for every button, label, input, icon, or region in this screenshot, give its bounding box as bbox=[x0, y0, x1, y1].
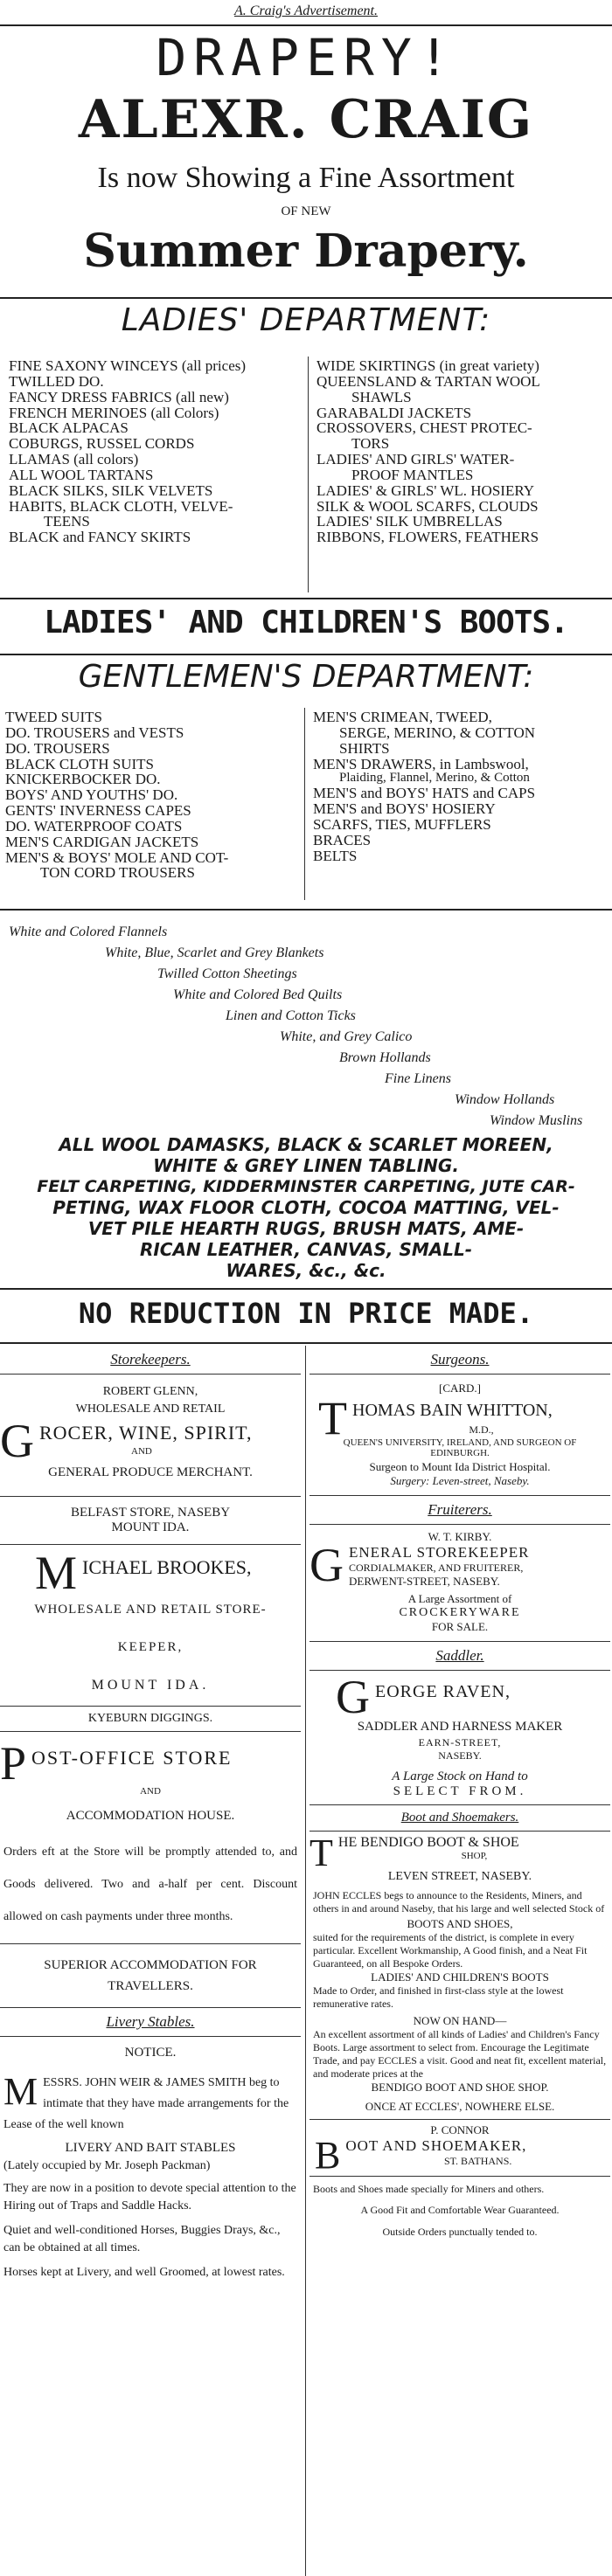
column-divider bbox=[305, 1346, 306, 2576]
list-item: DO. TROUSERS and VESTS bbox=[5, 724, 184, 741]
left-column bbox=[0, 1346, 301, 2282]
boots-banner: LADIES' AND CHILDREN'S BOOTS. bbox=[44, 605, 568, 641]
divider bbox=[0, 1943, 301, 1944]
divider bbox=[309, 1670, 610, 1671]
livery-body-2: Quiet and well-conditioned Horses, Buggies Drays, &c., can be obtained at all times. bbox=[3, 2224, 281, 2254]
kirby-line-3: DERWENT-STREET, NASEBY. bbox=[349, 1575, 500, 1588]
list-item: FINE SAXONY WINCEYS (all prices) bbox=[9, 357, 247, 374]
kirby-line-4: A Large Assortment of bbox=[407, 1592, 512, 1605]
bendigo-shop: SHOP, bbox=[461, 1851, 488, 1861]
list-item: TORS bbox=[351, 435, 390, 453]
surgeons-label: Surgeons. bbox=[430, 1351, 490, 1368]
ladies-left-list bbox=[9, 358, 306, 545]
list-item: MEN'S & BOYS' MOLE AND COT- bbox=[5, 848, 229, 866]
list-item: TWEED SUITS bbox=[5, 709, 102, 725]
divider bbox=[309, 1831, 610, 1832]
boot-label: Boot and Shoemakers. bbox=[400, 1811, 519, 1825]
whitton-surgery: Surgery: Leven-street, Naseby. bbox=[390, 1474, 530, 1487]
divider bbox=[0, 1706, 301, 1707]
connor-name: P. CONNOR bbox=[430, 2123, 490, 2136]
livery-title: LIVERY AND BAIT STABLES bbox=[65, 2141, 236, 2155]
list-item: CROSSOVERS, CHEST PROTEC- bbox=[316, 419, 532, 437]
connor-row bbox=[309, 2137, 610, 2172]
list-item: SCARFS, TIES, MUFFLERS bbox=[313, 815, 491, 833]
drop-cap: G bbox=[336, 1676, 370, 1716]
list-item: BLACK and FANCY SKIRTS bbox=[9, 529, 191, 546]
saddler-label: Saddler. bbox=[435, 1647, 484, 1664]
kirby-line-6: FOR SALE. bbox=[431, 1620, 489, 1633]
glenn-and: AND bbox=[131, 1446, 152, 1457]
carpet-line: FELT CARPETING, KIDDERMINSTER CARPETING, JUTE CAR- bbox=[37, 1177, 575, 1196]
list-item: QUEENSLAND & TARTAN WOOL bbox=[316, 372, 540, 390]
list-item: SHIRTS bbox=[339, 739, 390, 757]
kirby-row bbox=[309, 1544, 610, 1589]
kirby-name: W. T. KIRBY. bbox=[428, 1530, 492, 1543]
drop-cap: G bbox=[309, 1544, 344, 1589]
livery-body: They are now in a position to devote special attention to the Hiring out of Traps and Saddle Hacks. bbox=[3, 2182, 296, 2212]
ladies-divider bbox=[308, 357, 309, 592]
stair-line: White, and Grey Calico bbox=[280, 1029, 413, 1044]
stair-line: White, Blue, Scarlet and Grey Blankets bbox=[105, 945, 324, 960]
drop-cap: T bbox=[318, 1397, 347, 1437]
list-item: DO. TROUSERS bbox=[5, 739, 110, 757]
fruiterers-label: Fruiterers. bbox=[428, 1501, 492, 1518]
weir-block bbox=[0, 2070, 301, 2136]
brookes-place: MOUNT IDA. bbox=[91, 1678, 210, 1693]
divider bbox=[0, 1544, 301, 1545]
carpet-line: RICAN LEATHER, CANVAS, SMALL- bbox=[139, 1239, 473, 1260]
post-title: OST-OFFICE STORE bbox=[31, 1747, 233, 1769]
raven-trade: SADDLER AND HARNESS MAKER bbox=[357, 1720, 563, 1734]
bendigo-body: JOHN ECCLES begs to announce to the Residents, Miners, and others in and around Naseby, that his large and well selected Stock of bbox=[313, 1889, 605, 1915]
drop-cap: M bbox=[3, 2070, 38, 2113]
list-item: TON CORD TROUSERS bbox=[40, 864, 195, 882]
of-new-line: OF NEW bbox=[281, 204, 331, 218]
whitton-row bbox=[309, 1397, 610, 1437]
list-item: MEN'S CRIMEAN, TWEED, bbox=[313, 709, 492, 725]
rule-5 bbox=[0, 1288, 612, 1290]
raven-name: EORGE RAVEN, bbox=[375, 1682, 511, 1701]
whitton-surgeon: Surgeon to Mount Ida District Hospital. bbox=[369, 1460, 551, 1473]
bendigo-boots: BOOTS AND SHOES, bbox=[407, 1917, 513, 1930]
notice: NOTICE. bbox=[124, 2046, 177, 2060]
stair-line: Brown Hollands bbox=[339, 1050, 431, 1065]
drop-cap: B bbox=[315, 2137, 341, 2172]
right-column bbox=[309, 1346, 610, 2239]
post-and: AND bbox=[140, 1786, 161, 1797]
list-item: SERGE, MERINO, & COTTON bbox=[339, 724, 535, 741]
list-item: LADIES' AND GIRLS' WATER- bbox=[316, 451, 515, 468]
rule-3 bbox=[0, 654, 612, 655]
divider bbox=[309, 1524, 610, 1525]
divider bbox=[309, 1495, 610, 1496]
brookes-trade: WHOLESALE AND RETAIL STORE- bbox=[34, 1603, 267, 1617]
list-item: RIBBONS, FLOWERS, FEATHERS bbox=[316, 529, 539, 546]
bendigo-street: LEVEN STREET, NASEBY. bbox=[387, 1870, 532, 1883]
stair-line: Window Hollands bbox=[455, 1092, 555, 1107]
whitton-name: HOMAS BAIN WHITTON, bbox=[352, 1401, 553, 1420]
drop-cap: P bbox=[0, 1742, 27, 1781]
bendigo-once: ONCE AT ECCLES', NOWHERE ELSE. bbox=[365, 2100, 555, 2113]
list-item: SHAWLS bbox=[351, 388, 412, 405]
list-item: FRENCH MERINOES (all Colors) bbox=[9, 404, 219, 421]
gentlemen-divider bbox=[304, 708, 305, 900]
stair-line: White and Colored Flannels bbox=[9, 924, 168, 939]
post-accom: ACCOMMODATION HOUSE. bbox=[66, 1809, 235, 1823]
divider bbox=[309, 1804, 610, 1805]
livery-sub: (Lately occupied by Mr. Joseph Packman) bbox=[3, 2159, 211, 2172]
bendigo-title: HE BENDIGO BOOT & SHOE bbox=[337, 1835, 519, 1850]
list-item: PROOF MANTLES bbox=[351, 466, 474, 483]
list-item: LLAMAS (all colors) bbox=[9, 451, 139, 468]
divider bbox=[309, 2119, 610, 2120]
drop-cap: T bbox=[309, 1835, 333, 1870]
header-rule bbox=[0, 24, 612, 26]
carpet-line: ALL WOOL DAMASKS, BLACK & SCARLET MOREEN, bbox=[59, 1134, 553, 1155]
drop-cap: G bbox=[0, 1420, 34, 1460]
stair-line: Twilled Cotton Sheetings bbox=[157, 966, 297, 981]
divider bbox=[309, 1641, 610, 1642]
bendigo-body-2: suited for the requirements of the district, is complete in every particular. Excellent Workmanship, A Good finish, and a Neat Fit Guaranteed, on all Bespoke Orders. bbox=[313, 1931, 588, 1970]
rule-4 bbox=[0, 909, 612, 911]
connor-title: OOT AND SHOEMAKER, bbox=[345, 2137, 527, 2154]
belfast-line-2: MOUNT IDA. bbox=[111, 1520, 190, 1534]
connor-place: ST. BATHANS. bbox=[443, 2155, 512, 2167]
superior-accom: SUPERIOR ACCOMMODATION FOR TRAVELLERS. bbox=[44, 1958, 257, 1993]
divider bbox=[0, 1731, 301, 1732]
brookes-keeper: KEEPER, bbox=[117, 1640, 184, 1654]
stair-line: Linen and Cotton Ticks bbox=[226, 1008, 356, 1023]
list-item: BLACK CLOTH SUITS bbox=[5, 755, 155, 772]
list-item: TWILLED DO. bbox=[9, 372, 104, 390]
kyeburn: KYEBURN DIGGINGS. bbox=[87, 1712, 213, 1725]
list-item: FANCY DRESS FABRICS (all new) bbox=[9, 388, 229, 405]
carpet-line: PETING, WAX FLOOR CLOTH, COCOA MATTING, VEL- bbox=[52, 1197, 560, 1218]
glenn-general: GENERAL PRODUCE MERCHANT. bbox=[48, 1465, 253, 1479]
list-item: DO. WATERPROOF COATS bbox=[5, 817, 183, 834]
raven-select: SELECT FROM. bbox=[393, 1784, 527, 1798]
glenn-name: ROBERT GLENN, bbox=[102, 1385, 198, 1398]
ladies-right-list bbox=[316, 358, 609, 545]
list-item: Plaiding, Flannel, Merino, & Cotton bbox=[339, 771, 530, 786]
post-office-row bbox=[0, 1742, 301, 1781]
bendigo-row bbox=[309, 1835, 610, 1870]
kirby-line-5: CROCKERYWARE bbox=[399, 1606, 521, 1619]
connor-body-3: Outside Orders punctually tended to. bbox=[382, 2226, 538, 2238]
list-item: BLACK SILKS, SILK VELVETS bbox=[9, 481, 213, 499]
list-item: KNICKERBOCKER DO. bbox=[5, 771, 161, 788]
carpet-line: VET PILE HEARTH RUGS, BRUSH MATS, AME- bbox=[87, 1218, 525, 1239]
brookes-name: ICHAEL BROOKES, bbox=[82, 1556, 252, 1578]
raven-town: NASEBY. bbox=[438, 1749, 482, 1762]
post-body: Orders eft at the Store will be promptly attended to, and Goods delivered. Two and a-half per cent. Discount allowed on cash payments under three months. bbox=[3, 1845, 297, 1923]
bendigo-body-4: An excellent assortment of all kinds of Ladies' and Children's Fancy Boots. Large assortment to select from. Encourage the Legitimate Trade, and pay ECCLES a visit. Good and neat fit, excellent material, and moderate prices at the bbox=[313, 2028, 607, 2080]
drapery-title: DRAPERY! bbox=[156, 28, 456, 87]
list-item: BOYS' AND YOUTHS' DO. bbox=[5, 786, 178, 804]
summer-drapery: Summer Drapery. bbox=[83, 225, 529, 278]
carpet-line: WHITE & GREY LINEN TABLING. bbox=[153, 1155, 459, 1176]
belfast-line-1: BELFAST STORE, NASEBY bbox=[70, 1506, 231, 1520]
stair-line: Window Muslins bbox=[490, 1113, 583, 1128]
ladies-department-title: LADIES' DEPARTMENT: bbox=[121, 302, 491, 338]
list-item: BLACK ALPACAS bbox=[9, 419, 129, 437]
divider bbox=[0, 2007, 301, 2008]
rule-1 bbox=[0, 297, 612, 299]
no-reduction-banner: NO REDUCTION IN PRICE MADE. bbox=[78, 1297, 534, 1330]
kirby-line-1: ENERAL STOREKEEPER bbox=[349, 1544, 530, 1561]
list-item: LADIES' & GIRLS' WL. HOSIERY bbox=[316, 481, 535, 499]
glenn-sub: WHOLESALE AND RETAIL bbox=[75, 1402, 226, 1416]
gentlemen-department-title: GENTLEMEN'S DEPARTMENT: bbox=[78, 659, 534, 695]
raven-row bbox=[309, 1676, 610, 1716]
storekeepers-label: Storekeepers. bbox=[110, 1351, 191, 1368]
list-item: WIDE SKIRTINGS (in great variety) bbox=[316, 357, 539, 374]
bendigo-shopname: BENDIGO BOOT AND SHOE SHOP. bbox=[371, 2081, 549, 2094]
list-item: BRACES bbox=[313, 831, 372, 848]
showing-line: Is now Showing a Fine Assortment bbox=[97, 162, 515, 194]
divider bbox=[0, 2036, 301, 2037]
connor-body-2: A Good Fit and Comfortable Wear Guaranteed. bbox=[360, 2204, 560, 2216]
bendigo-ladies: LADIES' AND CHILDREN'S BOOTS bbox=[371, 1970, 549, 1984]
list-item: BELTS bbox=[313, 847, 358, 864]
divider bbox=[309, 2176, 610, 2177]
livery-label: Livery Stables. bbox=[106, 2013, 195, 2030]
list-item: TEENS bbox=[44, 513, 90, 530]
list-item: HABITS, BLACK CLOTH, VELVE- bbox=[9, 497, 233, 515]
list-item: COBURGS, RUSSEL CORDS bbox=[9, 435, 195, 453]
divider bbox=[0, 1374, 301, 1375]
whitton-md: M.D., bbox=[469, 1423, 494, 1436]
gentlemen-left-list bbox=[5, 710, 303, 881]
drop-cap: M bbox=[35, 1552, 78, 1594]
bendigo-body-3: Made to Order, and finished in first-class style at the lowest remunerative rates. bbox=[313, 1984, 564, 2010]
raven-street: EARN-STREET, bbox=[418, 1736, 502, 1748]
stair-line: Fine Linens bbox=[385, 1071, 451, 1086]
list-item: MEN'S DRAWERS, in Lambswool, bbox=[313, 755, 529, 772]
list-item: ALL WOOL TARTANS bbox=[9, 466, 154, 483]
divider bbox=[0, 1496, 301, 1497]
gentlemen-right-list bbox=[313, 710, 610, 863]
advertisement-header: A. Craig's Advertisement. bbox=[234, 3, 378, 18]
merchant-name: ALEXR. CRAIG bbox=[78, 89, 534, 150]
rule-6 bbox=[0, 1342, 612, 1344]
list-item: LADIES' SILK UMBRELLAS bbox=[316, 513, 503, 530]
list-item: GENTS' INVERNESS CAPES bbox=[5, 802, 191, 820]
livery-body-3: Horses kept at Livery, and well Groomed, at lowest rates. bbox=[3, 2266, 285, 2279]
glenn-trade: ROCER, WINE, SPIRIT, bbox=[39, 1422, 253, 1444]
list-item: SILK & WOOL SCARFS, CLOUDS bbox=[316, 497, 539, 515]
kirby-line-2: CORDIALMAKER, AND FRUITERER, bbox=[349, 1562, 524, 1574]
stair-line: White and Colored Bed Quilts bbox=[173, 987, 343, 1002]
raven-stock: A Large Stock on Hand to bbox=[392, 1769, 528, 1783]
weir-text: ESSRS. JOHN WEIR & JAMES SMITH beg to intimate that they have made arrangements for the Lease of the well known bbox=[3, 2076, 289, 2131]
bendigo-now: NOW ON HAND— bbox=[413, 2014, 507, 2027]
list-item: GARABALDI JACKETS bbox=[316, 404, 472, 421]
carpet-line: WARES, &c., &c. bbox=[226, 1260, 386, 1281]
whitton-univ: QUEEN'S UNIVERSITY, IRELAND, AND SURGEON OF EDINBURGH. bbox=[343, 1437, 577, 1458]
connor-body: Boots and Shoes made specially for Miners and others. bbox=[313, 2183, 545, 2195]
glenn-trade-row bbox=[0, 1420, 301, 1460]
card-label: [CARD.] bbox=[438, 1381, 482, 1395]
list-item: MEN'S and BOYS' HATS and CAPS bbox=[313, 785, 536, 802]
carpet-block bbox=[0, 1134, 612, 1281]
brookes-row bbox=[0, 1552, 301, 1594]
list-item: MEN'S and BOYS' HOSIERY bbox=[313, 800, 496, 817]
divider bbox=[309, 1374, 610, 1375]
rule-2 bbox=[0, 598, 612, 599]
list-item: MEN'S CARDIGAN JACKETS bbox=[5, 833, 199, 850]
